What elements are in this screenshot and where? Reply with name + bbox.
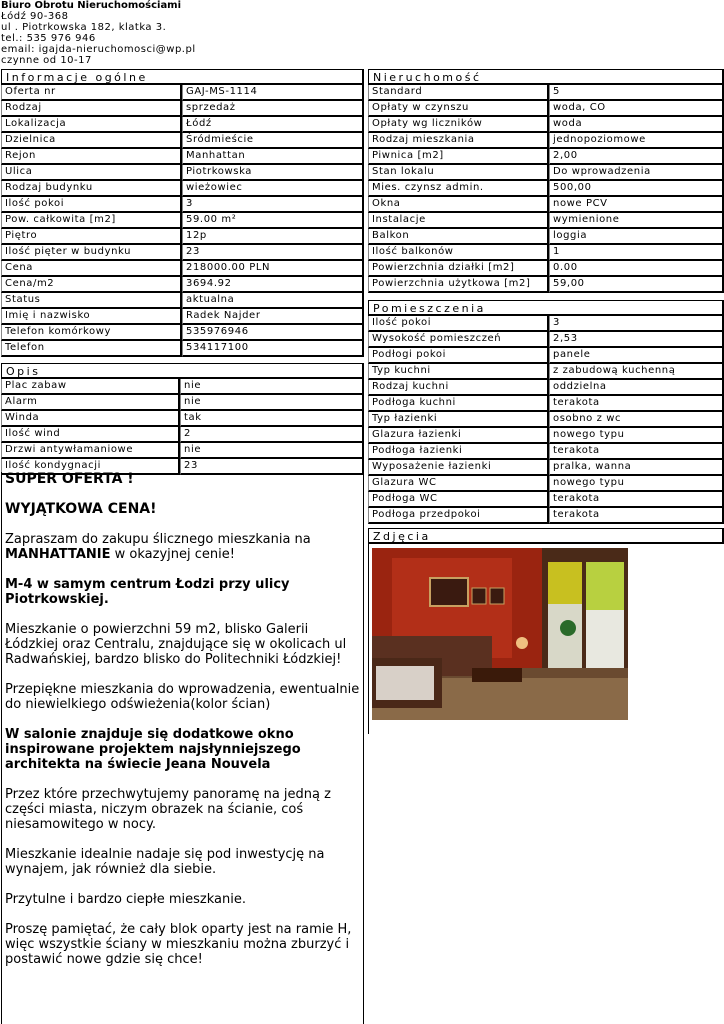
rooms-row xyxy=(368,428,724,444)
general-info-value: sprzedaż xyxy=(182,101,364,117)
property-value: Do wprowadzenia xyxy=(549,165,724,181)
general-info-row xyxy=(1,213,364,229)
property-row xyxy=(368,165,724,181)
desc-paragraph-11: Proszę pamiętać, że cały blok oparty jest na ramie H, więc wszystkie ściany w mieszkaniu można zburzyć i postawić nowe gdzie się chce! xyxy=(5,922,352,967)
general-info-row xyxy=(1,261,364,277)
general-info-value: 3 xyxy=(182,197,364,213)
property-value: 5 xyxy=(549,85,724,101)
rooms-value: oddzielna xyxy=(549,380,724,396)
rooms-row xyxy=(368,476,724,492)
general-info-value: Śródmieście xyxy=(182,133,364,149)
opis-value: 2 xyxy=(180,427,364,443)
rooms-label: Typ łazienki xyxy=(368,412,549,428)
general-info-row xyxy=(1,277,364,293)
opis-value: nie xyxy=(180,379,364,395)
general-info-label: Cena xyxy=(1,261,182,277)
general-info-label: Telefon komórkowy xyxy=(1,325,182,341)
rooms-row xyxy=(368,492,724,508)
general-info-value: Łódź xyxy=(182,117,364,133)
general-info-value: 535976946 xyxy=(182,325,364,341)
agency-header xyxy=(1,0,196,66)
rooms-label: Podłoga przedpokoi xyxy=(368,508,549,524)
rooms-label: Wysokość pomieszczeń xyxy=(368,332,549,348)
opis-title: Opis xyxy=(1,363,364,379)
general-info-label: Ulica xyxy=(1,165,182,181)
general-info-value: 12p xyxy=(182,229,364,245)
desc-paragraph-3: Zapraszam do zakupu ślicznego mieszkania na MANHATTANIE w okazyjnej cenie! xyxy=(5,532,311,562)
general-info-row xyxy=(1,117,364,133)
general-info-label: Pow. całkowita [m2] xyxy=(1,213,182,229)
desc-paragraph-10: Przytulne i bardzo ciepłe mieszkanie. xyxy=(5,892,246,907)
rooms-value: nowego typu xyxy=(549,428,724,444)
general-info-row xyxy=(1,325,364,341)
property-value: 1 xyxy=(549,245,724,261)
property-value: wymienione xyxy=(549,213,724,229)
general-info-row xyxy=(1,181,364,197)
general-info-label: Rodzaj xyxy=(1,101,182,117)
rooms-value: terakota xyxy=(549,444,724,460)
property-row xyxy=(368,277,724,293)
property-label: Okna xyxy=(368,197,549,213)
desc-paragraph-8: Przez które przechwytujemy panoramę na jedną z części miasta, niczym obrazek na ścianie, coś niesamowitego w nocy. xyxy=(5,787,331,832)
property-row xyxy=(368,197,724,213)
opis-row xyxy=(1,395,364,411)
rooms-row xyxy=(368,332,724,348)
opis-label: Ilość wind xyxy=(1,427,180,443)
property-label: Instalacje xyxy=(368,213,549,229)
opis-value: nie xyxy=(180,443,364,459)
property-value: 500,00 xyxy=(549,181,724,197)
general-info-label: Lokalizacja xyxy=(1,117,182,133)
rooms-label: Rodzaj kuchni xyxy=(368,380,549,396)
opis-value: nie xyxy=(180,395,364,411)
property-label: Standard xyxy=(368,85,549,101)
general-info-row xyxy=(1,229,364,245)
property-label: Stan lokalu xyxy=(368,165,549,181)
general-info-value: 218000.00 PLN xyxy=(182,261,364,277)
general-info-row xyxy=(1,341,364,357)
opis-row xyxy=(1,379,364,395)
rooms-label: Ilość pokoi xyxy=(368,316,549,332)
desc-paragraph-9: Mieszkanie idealnie nadaje się pod inwestycję na wynajem, jak również dla siebie. xyxy=(5,847,325,877)
general-info-label: Rodzaj budynku xyxy=(1,181,182,197)
general-info-label: Piętro xyxy=(1,229,182,245)
general-info-value: 23 xyxy=(182,245,364,261)
opis-row xyxy=(1,411,364,427)
property-value: woda, CO xyxy=(549,101,724,117)
rooms-row xyxy=(368,444,724,460)
agency-hours: czynne od 10-17 xyxy=(1,55,92,66)
general-info-label: Rejon xyxy=(1,149,182,165)
apartment-photo[interactable] xyxy=(372,548,628,720)
rooms-label: Wyposażenie łazienki xyxy=(368,460,549,476)
property-label: Ilość balkonów xyxy=(368,245,549,261)
opis-table xyxy=(1,379,364,475)
rooms-label: Podłogi pokoi xyxy=(368,348,549,364)
property-label: Powierzchnia użytkowa [m2] xyxy=(368,277,549,293)
agency-city: Łódź 90-368 xyxy=(1,11,69,22)
general-info-table xyxy=(1,85,364,357)
rooms-label: Typ kuchni xyxy=(368,364,549,380)
rooms-value: 3 xyxy=(549,316,724,332)
property-label: Opłaty w czynszu xyxy=(368,101,549,117)
general-info-value: Radek Najder xyxy=(182,309,364,325)
opis-value: 23 xyxy=(180,459,364,475)
rooms-label: Glazura łazienki xyxy=(368,428,549,444)
rooms-value: nowego typu xyxy=(549,476,724,492)
property-row xyxy=(368,149,724,165)
description-text xyxy=(1,472,364,1024)
property-row xyxy=(368,261,724,277)
opis-row xyxy=(1,443,364,459)
property-value: 0.00 xyxy=(549,261,724,277)
general-info-value: Manhattan xyxy=(182,149,364,165)
rooms-value: pralka, wanna xyxy=(549,460,724,476)
general-info-row xyxy=(1,197,364,213)
photos-title: Zdjęcia xyxy=(368,528,724,544)
opis-label: Drzwi antywłamaniowe xyxy=(1,443,180,459)
general-info-row xyxy=(1,165,364,181)
rooms-value: osobno z wc xyxy=(549,412,724,428)
photo-area xyxy=(368,544,724,734)
opis-label: Alarm xyxy=(1,395,180,411)
rooms-label: Podłoga łazienki xyxy=(368,444,549,460)
rooms-row xyxy=(368,364,724,380)
opis-row xyxy=(1,427,364,443)
general-info-label: Cena/m2 xyxy=(1,277,182,293)
desc-paragraph-4: M-4 w samym centrum Łodzi przy ulicy Piotrkowskiej. xyxy=(5,577,290,607)
property-title: Nieruchomość xyxy=(368,69,724,85)
general-info-row xyxy=(1,309,364,325)
general-info-value: 3694.92 xyxy=(182,277,364,293)
general-info-label: Telefon xyxy=(1,341,182,357)
general-info-value: wieżowiec xyxy=(182,181,364,197)
opis-value: tak xyxy=(180,411,364,427)
rooms-label: Glazura WC xyxy=(368,476,549,492)
property-value: woda xyxy=(549,117,724,133)
general-info-label: Oferta nr xyxy=(1,85,182,101)
property-label: Piwnica [m2] xyxy=(368,149,549,165)
rooms-value: terakota xyxy=(549,492,724,508)
general-info-value: GAJ-MS-1114 xyxy=(182,85,364,101)
opis-label: Ilość kondygnacji xyxy=(1,459,180,475)
property-row xyxy=(368,181,724,197)
general-info-label: Dzielnica xyxy=(1,133,182,149)
property-label: Opłaty wg liczników xyxy=(368,117,549,133)
rooms-value: terakota xyxy=(549,396,724,412)
general-info-value: 59.00 m² xyxy=(182,213,364,229)
rooms-row xyxy=(368,508,724,524)
opis-label: Winda xyxy=(1,411,180,427)
agency-phone: tel.: 535 976 946 xyxy=(1,33,96,44)
general-info-row xyxy=(1,149,364,165)
general-info-value: 534117100 xyxy=(182,341,364,357)
rooms-label: Podłoga kuchni xyxy=(368,396,549,412)
desc-paragraph-7: W salonie znajduje się dodatkowe okno inspirowane projektem najsłynniejszego architekta na świecie Jeana Nouvela xyxy=(5,727,301,772)
general-info-value: aktualna xyxy=(182,293,364,309)
general-info-row xyxy=(1,245,364,261)
property-value: 2,00 xyxy=(549,149,724,165)
general-info-title: Informacje ogólne xyxy=(1,69,364,85)
desc-paragraph-6: Przepiękne mieszkania do wprowadzenia, ewentualnie do niewielkiego odświeżenia(kolor ścian) xyxy=(5,682,360,712)
agency-address: ul . Piotrkowska 182, klatka 3. xyxy=(1,22,167,33)
general-info-value: Piotrkowska xyxy=(182,165,364,181)
desc-headline-2: WYJĄTKOWA CENA! xyxy=(5,501,157,517)
property-row xyxy=(368,229,724,245)
property-value: nowe PCV xyxy=(549,197,724,213)
rooms-row xyxy=(368,380,724,396)
general-info-label: Status xyxy=(1,293,182,309)
general-info-row xyxy=(1,293,364,309)
property-row xyxy=(368,85,724,101)
rooms-row xyxy=(368,460,724,476)
property-value: loggia xyxy=(549,229,724,245)
right-column xyxy=(368,66,724,734)
left-column xyxy=(1,66,364,475)
rooms-row xyxy=(368,396,724,412)
desc-paragraph-5: Mieszkanie o powierzchni 59 m2, blisko Galerii Łódzkiej oraz Centralu, znajdujące się w okolicach ul Radwańskiej, bardzo blisko do Politechniki Łódzkiej! xyxy=(5,622,347,667)
rooms-row xyxy=(368,412,724,428)
rooms-label: Podłoga WC xyxy=(368,492,549,508)
property-row xyxy=(368,213,724,229)
rooms-value: z zabudową kuchenną xyxy=(549,364,724,380)
desc-headline-1: SUPER OFERTA ! xyxy=(5,471,134,487)
property-row xyxy=(368,117,724,133)
general-info-row xyxy=(1,133,364,149)
agency-name: Biuro Obrotu Nieruchomościami xyxy=(1,0,182,11)
property-label: Rodzaj mieszkania xyxy=(368,133,549,149)
property-value: 59,00 xyxy=(549,277,724,293)
living-room-image xyxy=(372,548,628,720)
agency-email: email: igajda-nieruchomosci@wp.pl xyxy=(1,44,196,55)
rooms-value: 2,53 xyxy=(549,332,724,348)
property-label: Mies. czynsz admin. xyxy=(368,181,549,197)
general-info-label: Ilość pięter w budynku xyxy=(1,245,182,261)
rooms-row xyxy=(368,348,724,364)
general-info-row xyxy=(1,101,364,117)
property-row xyxy=(368,245,724,261)
rooms-row xyxy=(368,316,724,332)
general-info-row xyxy=(1,85,364,101)
property-label: Powierzchnia działki [m2] xyxy=(368,261,549,277)
general-info-label: Ilość pokoi xyxy=(1,197,182,213)
rooms-title: Pomieszczenia xyxy=(368,300,724,316)
property-row xyxy=(368,133,724,149)
general-info-label: Imię i nazwisko xyxy=(1,309,182,325)
rooms-value: panele xyxy=(549,348,724,364)
property-row xyxy=(368,101,724,117)
rooms-table xyxy=(368,316,724,524)
property-label: Balkon xyxy=(368,229,549,245)
property-table xyxy=(368,85,724,293)
opis-label: Plac zabaw xyxy=(1,379,180,395)
property-value: jednopoziomowe xyxy=(549,133,724,149)
rooms-value: terakota xyxy=(549,508,724,524)
